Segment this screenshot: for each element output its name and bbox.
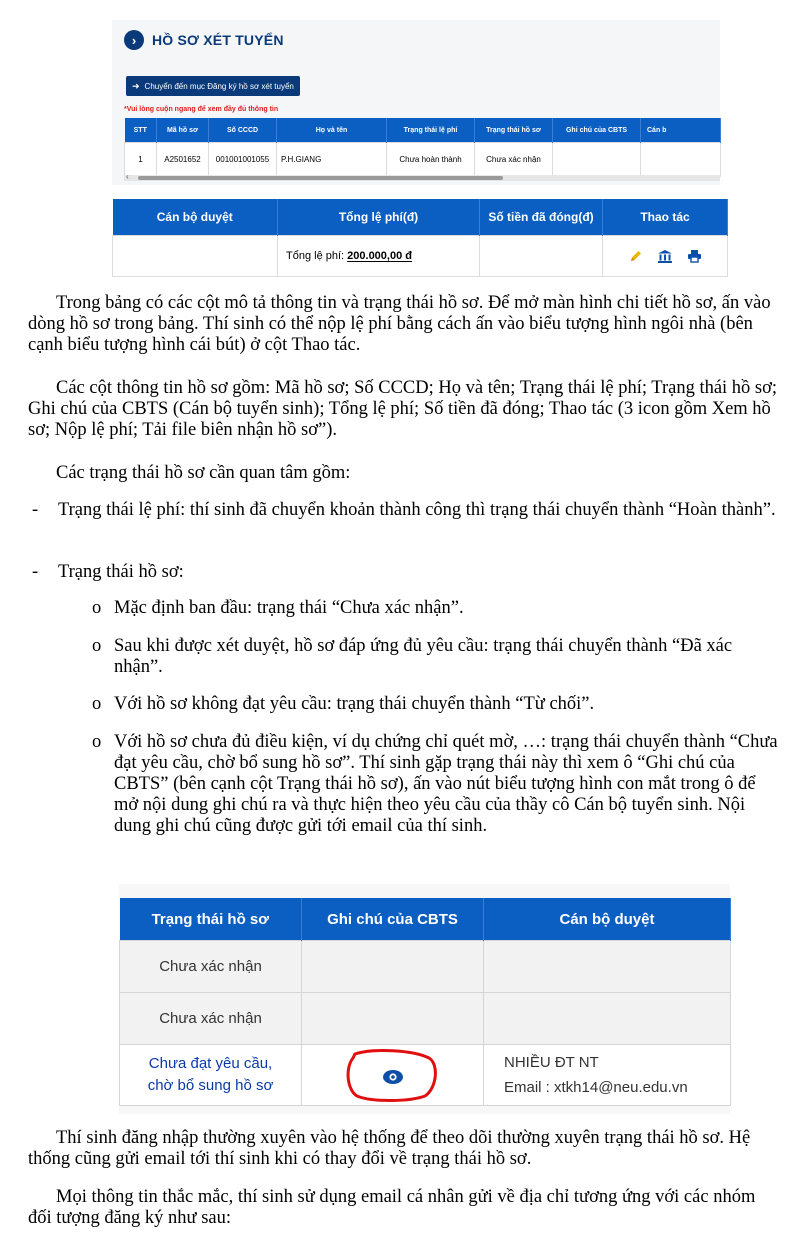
cell-cbts-note [302,941,484,993]
sub-bullet-approved: Sau khi được xét duyệt, hồ sơ đáp ứng đủ yêu cầu: trạng thái chuyển thành “Đã xác nhận”. [114,636,733,677]
cell-reviewer [641,143,721,177]
bullet-fee-status [58,500,780,521]
cell-stt: 1 [125,143,157,177]
eye-button-highlight[interactable] [343,1048,443,1102]
records-header [124,30,284,50]
scrollbar-thumb[interactable] [138,176,503,180]
cell-record-status: Chưa xác nhận [120,941,302,993]
status-table-header [120,898,731,941]
records-title: HỒ SƠ XÉT TUYỂN [152,32,284,48]
bullet-record-status: Trạng thái hồ sơ: [58,562,184,582]
records-screenshot [112,20,720,185]
eye-icon[interactable] [383,1070,403,1084]
chevron-right-icon: › [124,30,144,50]
col-header-stt: STT [125,118,157,143]
goto-register-label: Chuyển đến mục Đăng ký hồ sơ xét tuyển [144,81,294,91]
arrow-right-icon: ➜ [132,80,140,91]
col-header-cbts-note: Ghi chú của CBTS [553,118,641,143]
col-header-reviewer: Cán bộ duyệt [484,898,731,941]
col-header-fee-status: Trạng thái lệ phí [387,118,475,143]
edit-pencil-icon[interactable] [629,249,643,263]
sub-bullet-rejected: Với hồ sơ không đạt yêu cầu: trạng thái chuyển thành “Từ chối”. [114,694,595,714]
sub-bullet-circle: o [92,598,102,618]
records-table [124,118,721,177]
table-row [120,1045,731,1106]
cell-reviewer [484,1045,731,1106]
bullet-dash: - [32,562,39,582]
records-table-header [125,118,721,143]
table-row [120,993,731,1045]
paragraph-2: Các cột thông tin hồ sơ gồm: Mã hồ sơ; Số CCCD; Họ và tên; Trạng thái lệ phí; Trạng thái hồ sơ; Ghi chú của CBTS (Cán bộ tuyển sinh); Tổng lệ phí; Số tiền đã đóng; Thao tác (3 icon gồm Xem hồ sơ; Nộp lệ phí; Tải file biên nhận hồ sơ”). [28,378,778,440]
col-header-reviewer: Cán b [641,118,721,143]
sub-bullet-pending: Với hồ sơ chưa đủ điều kiện, ví dụ chứng chỉ quét mờ, …: trạng thái chuyển thành “Chưa đạt yêu cầu, chờ bổ sung hồ sơ”. Thí sinh gặp trạng thái này thì xem ô “Ghi chú của CBTS” (bên cạnh cột Trạng thái hồ sơ), ấn vào nút biểu tượng hình con mắt trong ô để mở nội dung ghi chú ra và thực hiện theo yêu cầu của thầy cô Cán bộ tuyển sinh. Nội dung ghi chú cũng được gửi tới email của thí sinh. [114,732,778,836]
status-table [119,898,731,1106]
cell-record-status: Chưa xác nhận [120,993,302,1045]
sub-bullet-default: Mặc định ban đầu: trạng thái “Chưa xác nhận”. [114,598,464,618]
cell-reviewer [484,941,731,993]
col-header-full-name: Họ và tên [277,118,387,143]
col-header-paid-amount: Số tiền đã đóng(đ) [480,199,603,236]
cell-reviewer [113,236,278,277]
cell-total-fee [278,236,480,277]
status-line-2: chờ bổ sung hồ sơ [147,1077,274,1094]
fee-table [112,199,728,277]
bullet-dash: - [32,500,39,520]
table-row[interactable] [125,143,721,177]
bullet-fee-status-text: Trạng thái lệ phí: thí sinh đã chuyển khoản thành công thì trạng thái chuyển thành “Hoàn thành”. [58,500,776,520]
reviewer-email: Email : xtkh14@neu.edu.vn [504,1079,688,1096]
cell-reviewer [484,993,731,1045]
cell-record-status [120,1045,302,1106]
print-icon[interactable] [687,249,702,263]
col-header-cbts-note: Ghi chú của CBTS [302,898,484,941]
total-fee-label: Tổng lệ phí: [286,250,348,262]
paragraph-1: Trong bảng có các cột mô tả thông tin và trạng thái hồ sơ. Để mở màn hình chi tiết hồ sơ, ấn vào dòng hồ sơ trong bảng. Thí sinh có thể nộp lệ phí bằng cách ấn vào biểu tượng hình ngôi nhà (bên cạnh biểu tượng hình cái bút) ở cột Thao tác. [28,293,771,355]
cell-actions [603,236,728,277]
cell-cbts-note [553,143,641,177]
table-row [113,236,728,277]
col-header-record-status: Trạng thái hồ sơ [475,118,553,143]
reviewer-name: NHIỀU ĐT NT [504,1054,599,1071]
table-row [120,941,731,993]
scroll-left-icon[interactable]: ‹ [126,172,129,181]
sub-bullet-circle: o [92,732,102,752]
paragraph-3: Các trạng thái hồ sơ cần quan tâm gồm: [56,463,351,483]
cell-cbts-note [302,1045,484,1106]
cell-paid-amount [480,236,603,277]
col-header-id-number: Số CCCD [209,118,277,143]
cell-cbts-note [302,993,484,1045]
fee-screenshot [112,199,727,277]
cell-id-number: 001001001055 [209,143,277,177]
cell-full-name: P.H.GIANG [277,143,387,177]
status-line-1: Chưa đạt yêu cầu, [148,1055,273,1072]
total-fee-value: 200.000,00 đ [347,250,412,262]
scroll-note: *Vui lòng cuộn ngang để xem đầy đủ thông tin [124,106,279,113]
col-header-record-id: Mã hồ sơ [157,118,209,143]
col-header-reviewer: Cán bộ duyệt [113,199,278,236]
col-header-actions: Thao tác [603,199,728,236]
cell-record-id: A2501652 [157,143,209,177]
goto-register-button[interactable] [126,76,300,96]
paragraph-5: Mọi thông tin thắc mắc, thí sinh sử dụng email cá nhân gửi về địa chỉ tương ứng với các nhóm đối tượng đăng ký như sau: [28,1187,756,1228]
col-header-total-fee: Tổng lệ phí(đ) [278,199,480,236]
cell-fee-status: Chưa hoàn thành [387,143,475,177]
paragraph-4: Thí sinh đăng nhập thường xuyên vào hệ thống để theo dõi thường xuyên trạng thái hồ sơ. Hệ thống cũng gửi email tới thí sinh khi có thay đổi về trạng thái hồ sơ. [28,1128,751,1169]
status-screenshot [119,884,730,1114]
cell-record-status: Chưa xác nhận [475,143,553,177]
bank-icon[interactable] [657,249,673,264]
fee-table-header [113,199,728,236]
sub-bullet-circle: o [92,636,102,656]
sub-bullet-circle: o [92,694,102,714]
col-header-record-status: Trạng thái hồ sơ [120,898,302,941]
horizontal-scrollbar[interactable] [124,172,720,181]
